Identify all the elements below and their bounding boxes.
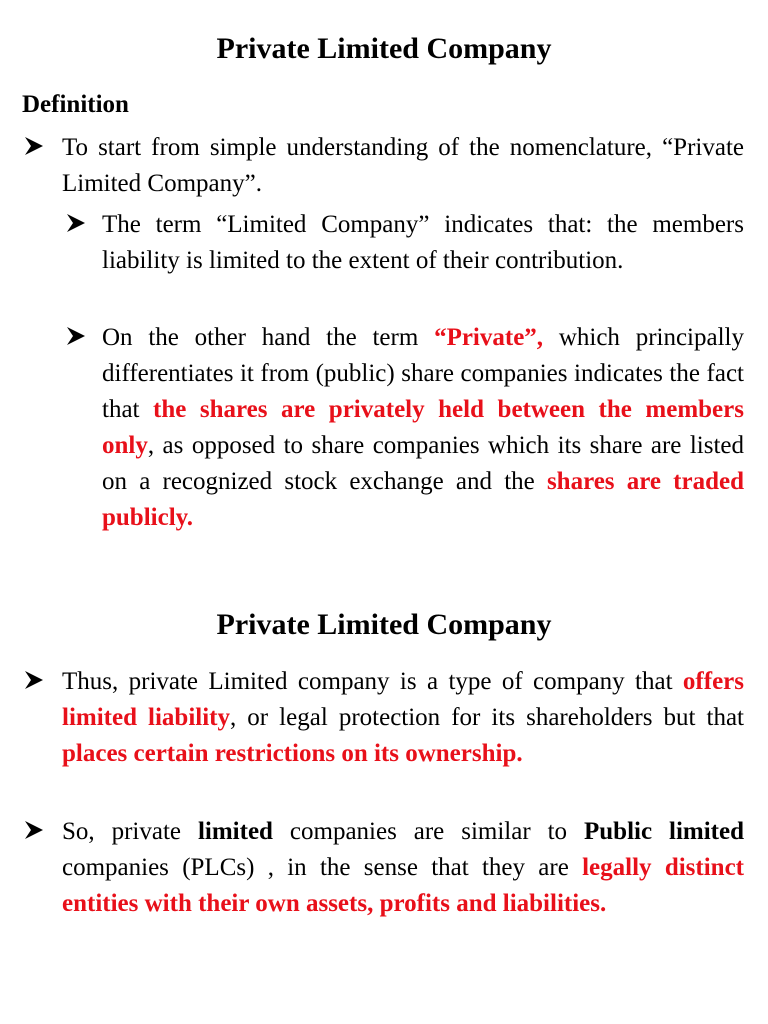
arrow-bullet-icon [64,324,88,348]
bullet-text: which principally differentiates it from (public) share companies indicates the fact that [102,324,744,423]
arrow-bullet-icon [22,668,46,692]
bold-limited: limited [197,818,273,845]
bullet-text: Thus, private Limited company is a type of company that [62,668,683,695]
bullet-private-term [102,320,744,536]
highlight-privately-held: the shares are privately held between the members only [102,396,744,459]
bullet-text: So, private [62,818,198,845]
bullet-text: On the other hand the term [102,324,435,351]
bullet-text: To start from simple understanding of the nomenclature, “Private Limited Company”. [62,134,744,197]
page-title: Private Limited Company [216,32,552,65]
bullet-type-of-company [62,664,744,772]
highlight-restrictions: places certain restrictions on its ownership. [62,740,523,767]
bullet-text: companies (PLCs) , in the sense that they are [62,854,583,881]
section-title: Private Limited Company [216,608,552,641]
arrow-bullet-icon [64,211,88,235]
bullet-text: , or legal protection for its shareholders but that [230,704,744,731]
bullet-text: , as opposed to share companies which its share are listed on a recognized stock exchange and the [102,432,744,495]
definition-heading: Definition [22,91,129,118]
bold-public-limited: Public limited [583,818,744,845]
arrow-bullet-icon [22,134,46,158]
highlight-traded-publicly: shares are traded publicly. [102,468,745,531]
highlight-limited-liability: offers limited liability [62,668,744,731]
bullet-text: companies are similar to [272,818,584,845]
bullet-nomenclature [62,130,744,202]
highlight-private: “Private”, [434,324,544,351]
arrow-bullet-icon [22,818,46,842]
bullet-text: The term “Limited Company” indicates that: the members liability is limited to the extent of their contribution. [102,211,744,274]
bullet-limited-company [102,207,744,279]
highlight-legally-distinct: legally distinct entities with their own assets, profits and liabilities. [62,854,744,917]
bullet-similar-to-plc [62,814,744,922]
